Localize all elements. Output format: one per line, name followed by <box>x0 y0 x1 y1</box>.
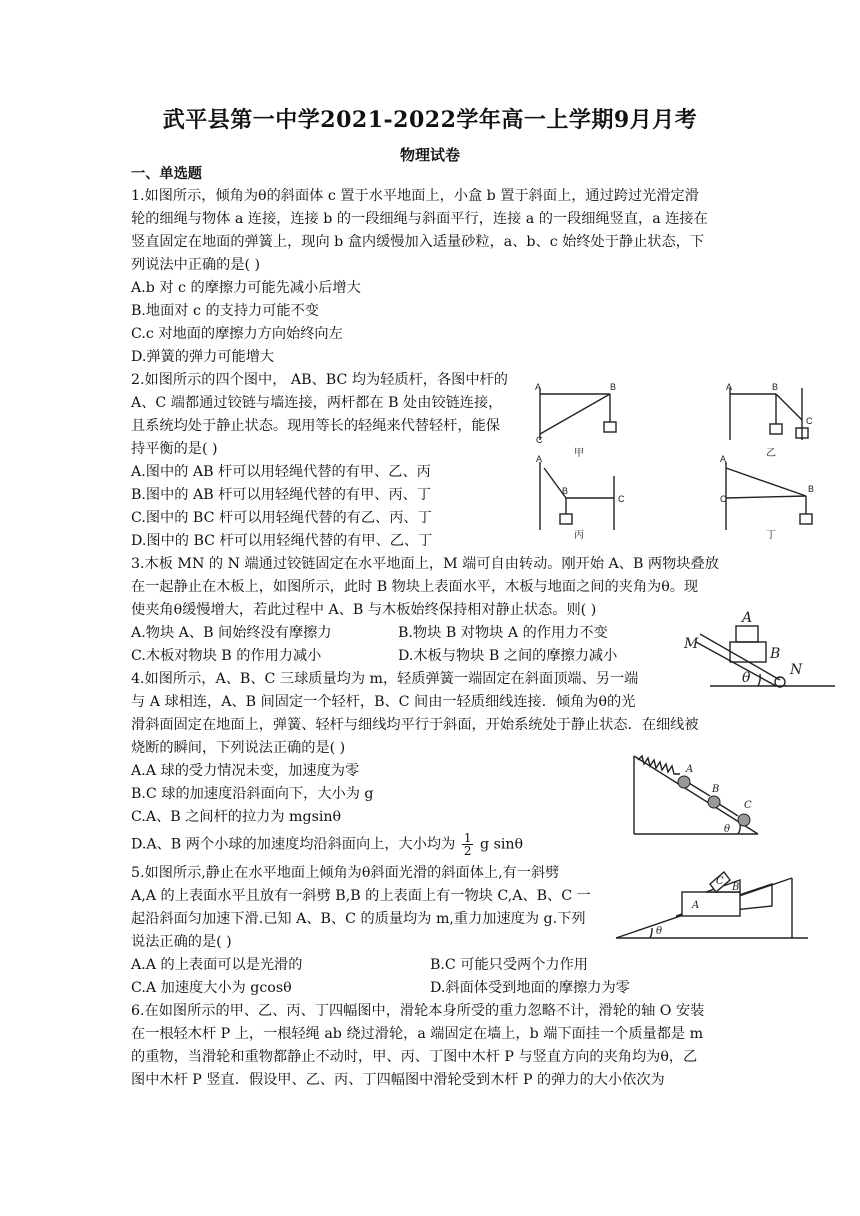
q6-line: 图中木杆 P 竖直．假设甲、乙、丙、丁四幅图中滑轮受到木杆 P 的弹力的大小依次为 <box>131 1072 665 1088</box>
q2-option-a: A.图中的 AB 杆可以用轻绳代替的有甲、乙、丙 <box>131 464 431 480</box>
q3-line: 在一起静止在木板上，如图所示，此时 B 物块上表面水平，木板与地面之间的夹角为θ。现 <box>131 579 699 595</box>
svg-text:C: C <box>806 416 813 426</box>
page-title: 武平县第一中学2021-2022学年高一上学期9月月考 <box>162 107 698 133</box>
fraction-denominator: 2 <box>463 844 472 858</box>
svg-text:A: A <box>726 382 733 392</box>
q2-line: A、C 端都通过铰链与墙连接，两杆都在 B 处由铰链连接， <box>131 395 503 411</box>
svg-text:A: A <box>536 454 543 464</box>
q3-label-m: M <box>684 636 699 652</box>
fraction-numerator: 1 <box>463 831 472 845</box>
q3-option-d: D.木板与物块 B 之间的摩擦力减小 <box>398 648 618 664</box>
svg-text:A: A <box>535 382 542 392</box>
page-subtitle: 物理试卷 <box>399 146 460 164</box>
q5-line: 5.如图所示,静止在水平地面上倾角为θ斜面光滑的斜面体上,有一斜劈 <box>131 865 560 881</box>
q3-label-b: B <box>770 646 781 662</box>
q2-line: 且系统均处于静止状态。现用等长的轻绳来代替轻杆，能保 <box>131 418 500 434</box>
q5-label-a: A <box>692 900 700 911</box>
q4-option-d-text: D.A、B 两个小球的加速度均沿斜面向上，大小均为 <box>131 836 456 853</box>
q4-label-theta: θ <box>724 824 731 835</box>
q3-line: 3.木板 MN 的 N 端通过铰链固定在水平地面上，M 端可自由转动。刚开始 A、B 两物块叠放 <box>131 556 719 572</box>
q4-line: 4.如图所示，A、B、C 三球质量均为 m，轻质弹簧一端固定在斜面顶端、另一端 <box>131 671 639 687</box>
q4-option-b: B.C 球的加速度沿斜面向下，大小为 g <box>131 786 374 802</box>
q1-option-d: D.弹簧的弹力可能增大 <box>131 349 275 365</box>
fig-label-bing: 丙 <box>574 530 584 540</box>
svg-text:B: B <box>772 382 779 392</box>
q3-option-a: A.物块 A、B 间始终没有摩擦力 <box>131 625 332 641</box>
q6-line: 6.在如图所示的甲、乙、丙、丁四幅图中，滑轮本身所受的重力忽略不计，滑轮的轴 O 安装 <box>131 1003 705 1019</box>
svg-text:B: B <box>610 382 617 392</box>
q4-line: 与 A 球相连，A、B 间固定一个轻杆，B、C 间由一轻质细线连接．倾角为θ的光 <box>131 694 636 710</box>
fig-label-ding: 丁 <box>766 530 776 540</box>
q4-label-a: A <box>686 764 694 775</box>
q5-option-d: D.斜面体受到地面的摩擦力为零 <box>430 980 630 996</box>
q6-line: 在一根轻木杆 P 上，一根轻绳 ab 绕过滑轮，a 端固定在墙上，b 端下面挂一个质量都是 m <box>131 1026 704 1042</box>
q3-label-a: A <box>742 610 753 626</box>
q5-option-c: C.A 加速度大小为 gcosθ <box>131 980 292 996</box>
q5-line: A,A 的上表面水平且放有一斜劈 B,B 的上表面上有一物块 C,A、B、C 一 <box>131 888 591 904</box>
q4-label-c: C <box>744 800 752 811</box>
q1-option-a: A.b 对 c 的摩擦力可能先减小后增大 <box>131 280 361 296</box>
q1-line: 1.如图所示，倾角为θ的斜面体 c 置于水平地面上，小盒 b 置于斜面上，通过跨过光滑定滑 <box>131 188 699 204</box>
q4-line: 烧断的瞬间，下列说法正确的是( ) <box>131 740 346 756</box>
q4-figure <box>630 752 770 838</box>
fraction <box>462 832 474 857</box>
svg-text:B: B <box>562 486 569 496</box>
svg-text:A: A <box>720 454 727 464</box>
q4-option-d <box>131 832 523 857</box>
q1-option-c: C.c 对地面的摩擦力方向始终向左 <box>131 326 343 342</box>
q3-label-n: N <box>790 662 803 678</box>
q2-figure <box>530 380 830 540</box>
q5-figure <box>612 858 812 944</box>
q5-label-c: C <box>716 876 724 887</box>
svg-text:C: C <box>720 494 727 504</box>
svg-text:C: C <box>536 435 543 445</box>
q4-option-c: C.A、B 之间杆的拉力为 mgsinθ <box>131 809 342 825</box>
q1-line: 竖直固定在地面的弹簧上，现向 b 盒内缓慢加入适量砂粒，a、b、c 始终处于静止状态，下 <box>131 234 705 250</box>
q1-line: 轮的细绳与物体 a 连接，连接 b 的一段细绳与斜面平行，连接 a 的一段细绳竖直，a 连接在 <box>131 211 708 227</box>
q4-option-a: A.A 球的受力情况未变，加速度为零 <box>131 763 360 779</box>
q5-line: 说法正确的是( ) <box>131 934 232 950</box>
q4-option-d-tail: g sinθ <box>479 836 524 853</box>
q2-line: 2.如图所示的四个图中， AB、BC 均为轻质杆，各图中杆的 <box>131 372 508 388</box>
q6-line: 的重物，当滑轮和重物都静止不动时，甲、丙、丁图中木杆 P 与竖直方向的夹角均为θ，乙 <box>131 1049 698 1065</box>
svg-text:B: B <box>808 484 815 494</box>
q3-option-b: B.物块 B 对物块 A 的作用力不变 <box>398 625 608 641</box>
q5-option-a: A.A 的上表面可以是光滑的 <box>131 957 303 973</box>
q3-line: 使夹角θ缓慢增大，若此过程中 A、B 与木板始终保持相对静止状态。则( ) <box>131 602 597 618</box>
section-heading: 一、单选题 <box>131 166 202 182</box>
q1-option-b: B.地面对 c 的支持力可能不变 <box>131 303 319 319</box>
q3-label-theta: θ <box>742 670 751 686</box>
q4-label-b: B <box>712 784 720 795</box>
q5-line: 起沿斜面匀加速下滑.已知 A、B、C 的质量均为 m,重力加速度为 g.下列 <box>131 911 586 927</box>
q2-option-d: D.图中的 BC 杆可以用轻绳代替的有甲、乙、丁 <box>131 533 433 549</box>
q5-label-theta: θ <box>656 926 663 937</box>
q5-label-b: B <box>732 882 740 893</box>
svg-text:C: C <box>618 494 625 504</box>
q2-option-b: B.图中的 AB 杆可以用轻绳代替的有甲、丙、丁 <box>131 487 432 503</box>
fig-label-jia: 甲 <box>574 448 584 459</box>
q2-option-c: C.图中的 BC 杆可以用轻绳代替的有乙、丙、丁 <box>131 510 432 526</box>
q2-line: 持平衡的是( ) <box>131 441 218 457</box>
q3-figure <box>680 604 840 694</box>
q4-line: 滑斜面固定在地面上，弹簧、轻杆与细线均平行于斜面，开始系统处于静止状态．在细线被 <box>131 717 699 733</box>
q5-option-b: B.C 可能只受两个力作用 <box>430 957 588 973</box>
q1-line: 列说法中正确的是( ) <box>131 257 261 273</box>
fig-label-yi: 乙 <box>766 448 776 459</box>
q3-option-c: C.木板对物块 B 的作用力减小 <box>131 648 322 664</box>
